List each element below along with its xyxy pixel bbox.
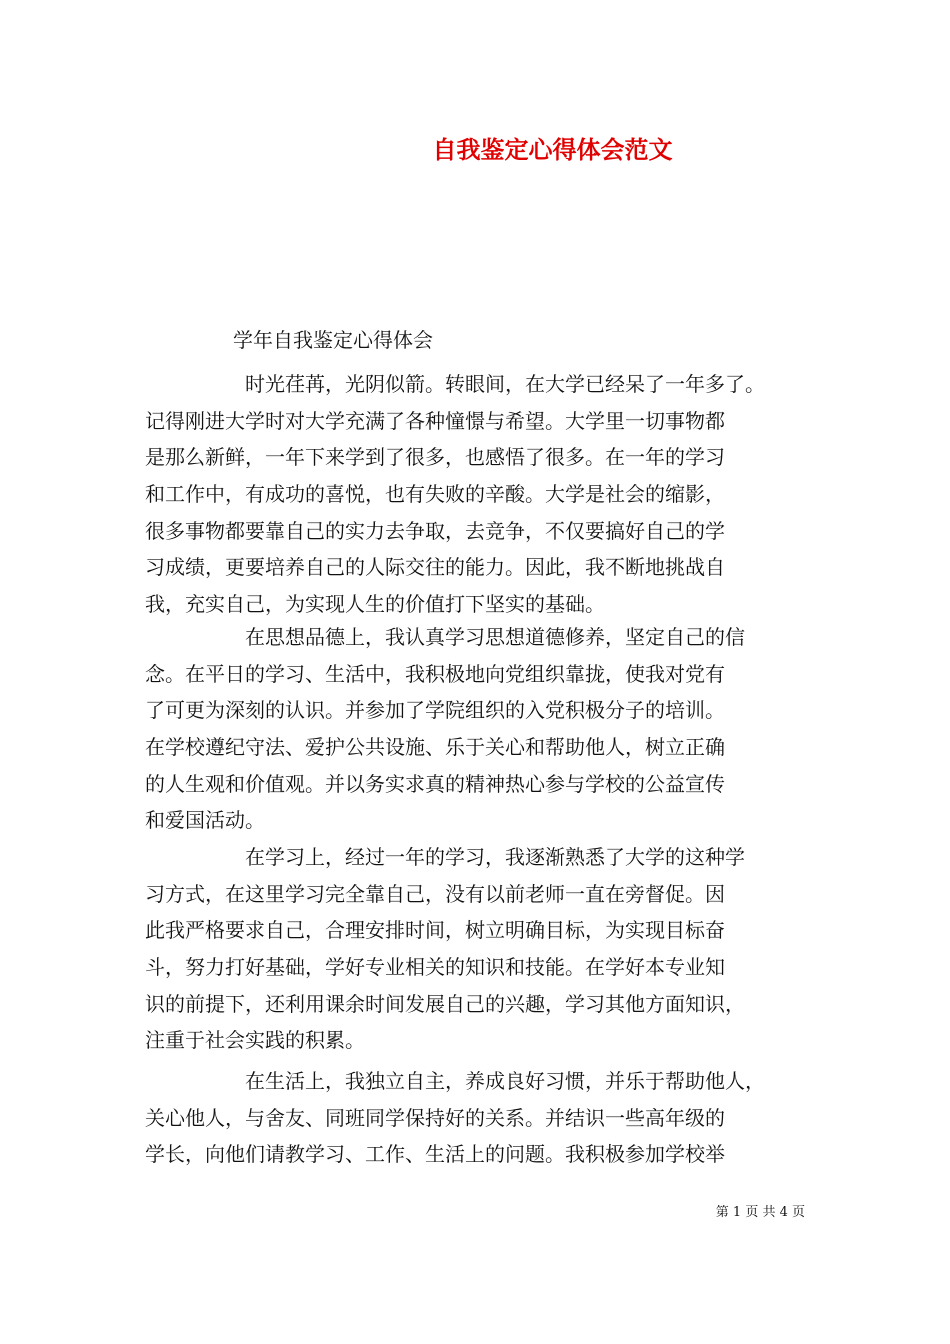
paragraph [145, 1063, 835, 1173]
paragraph-line: 在学校遵纪守法、爱护公共设施、乐于关心和帮助他人，树立正确 [145, 735, 725, 760]
paragraph-line: 注重于社会实践的积累。 [145, 1028, 365, 1053]
paragraph [145, 619, 835, 839]
page-number-footer: 第 1 页 共 4 页 [715, 1205, 805, 1220]
paragraph-line: 是那么新鲜，一年下来学到了很多，也感悟了很多。在一年的学习 [145, 445, 725, 470]
document-title: 自我鉴定心得体会范文 [432, 135, 673, 164]
paragraph-line: 在思想品德上，我认真学习思想道德修养，坚定自己的信 [245, 625, 745, 649]
document-subtitle: 学年自我鉴定心得体会 [233, 328, 433, 352]
paragraph-line: 念。在平日的学习、生活中，我积极地向党组织靠拢，使我对党有 [145, 661, 725, 686]
paragraph-line: 和爱国活动。 [145, 808, 265, 833]
paragraph-line: 在生活上，我独立自主，养成良好习惯，并乐于帮助他人， [245, 1069, 765, 1093]
paragraph [145, 366, 835, 623]
paragraph-line: 时光荏苒，光阴似箭。转眼间，在大学已经呆了一年多了。 [245, 372, 765, 396]
paragraph-line: 习方式，在这里学习完全靠自己，没有以前老师一直在旁督促。因 [145, 881, 725, 906]
paragraph-line: 学长，向他们请教学习、工作、生活上的问题。我积极参加学校举 [145, 1142, 725, 1167]
paragraph-line: 了可更为深刻的认识。并参加了学院组织的入党积极分子的培训。 [145, 698, 725, 723]
paragraph-line: 我，充实自己，为实现人生的价值打下坚实的基础。 [145, 592, 605, 617]
paragraph-line: 记得刚进大学时对大学充满了各种憧憬与希望。大学里一切事物都 [145, 408, 725, 433]
paragraph-line: 在学习上，经过一年的学习，我逐渐熟悉了大学的这种学 [245, 845, 745, 869]
paragraph-line: 习成绩，更要培养自己的人际交往的能力。因此，我不断地挑战自 [145, 555, 725, 580]
paragraph-line: 斗，努力打好基础，学好专业相关的知识和技能。在学好本专业知 [145, 955, 725, 980]
paragraph-line: 的人生观和价值观。并以务实求真的精神热心参与学校的公益宣传 [145, 771, 725, 796]
paragraph-line: 和工作中，有成功的喜悦，也有失败的辛酸。大学是社会的缩影， [145, 482, 725, 507]
paragraph-line: 此我严格要求自己，合理安排时间，树立明确目标，为实现目标奋 [145, 918, 725, 943]
paragraph-line: 关心他人，与舍友、同班同学保持好的关系。并结识一些高年级的 [145, 1105, 725, 1130]
paragraph-line: 很多事物都要靠自己的实力去争取，去竞争，不仅要搞好自己的学 [145, 518, 725, 543]
paragraph [145, 839, 835, 1059]
paragraph-line: 识的前提下，还利用课余时间发展自己的兴趣，学习其他方面知识， [145, 991, 745, 1016]
